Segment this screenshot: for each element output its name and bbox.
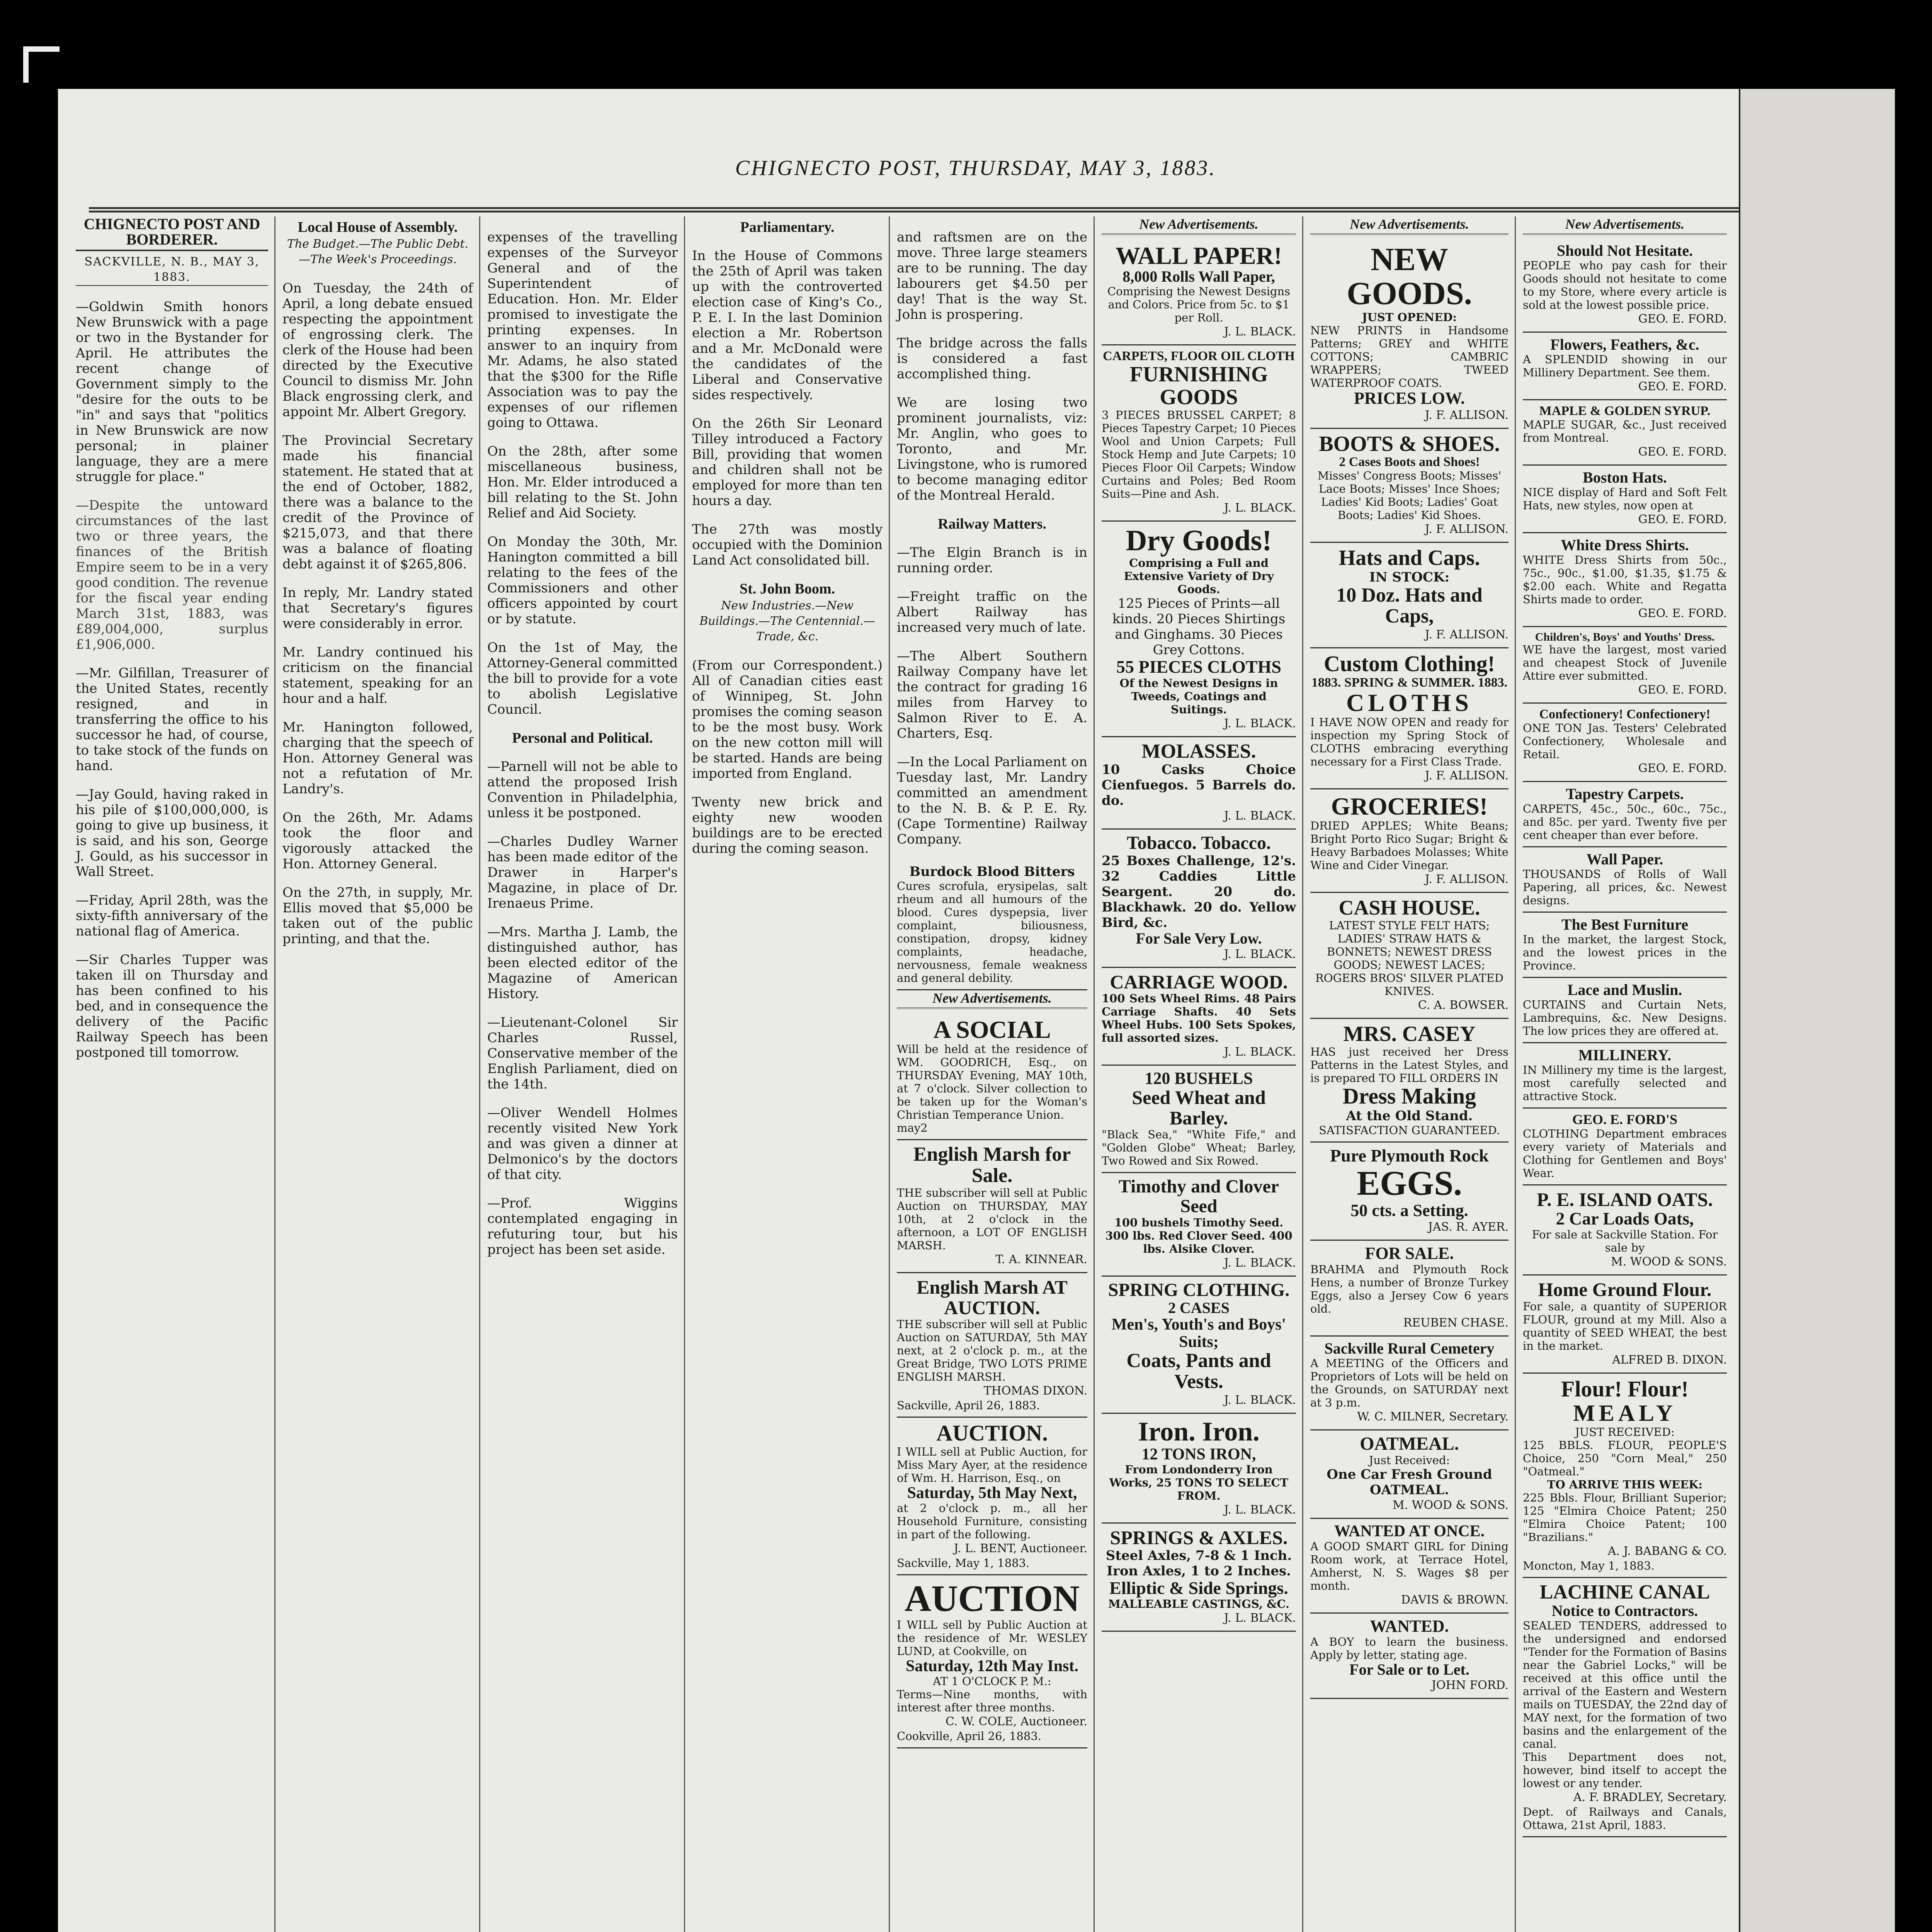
ad-signature: J. L. BLACK. (1224, 325, 1296, 339)
ad-signature: J. L. BLACK. (1224, 1256, 1296, 1270)
ad-title: MAPLE & GOLDEN SYRUP. (1539, 404, 1711, 418)
ad-signature: J. L. BLACK. (1224, 1393, 1296, 1407)
ad-text: THOUSANDS of Rolls of Wall Papering, all prices, &c. Newest designs. (1523, 867, 1727, 907)
ad-text: THE subscriber will sell at Public Auction on SATURDAY, 5th MAY next, at 2 o'clock p. m., at the Great Bridge, TWO LOTS PRIME ENGLISH MARSH. (897, 1318, 1087, 1384)
column-black-ads (1095, 216, 1302, 1932)
ad-signature: J. L. BLACK. (1224, 947, 1296, 961)
column-assembly-cont (481, 216, 684, 1932)
ad-iron (1102, 1414, 1296, 1524)
ad-text: NEW PRINTS in Handsome Patterns; GREY and WHITE COTTONS; CAMBRIC WRAPPERS; TWEED WATERPROOF COATS. (1310, 324, 1509, 390)
ad-title: Burdock Blood Bitters (909, 864, 1075, 879)
ad-signature: J. F. ALLISON. (1425, 408, 1509, 422)
ad-text: I WILL sell by Public Auction at the residence of Mr. WESLEY LUND, at Cookville, on (897, 1618, 1087, 1658)
ad-ford-clothing (1523, 1109, 1727, 1185)
ad-title: Iron. Iron. (1138, 1417, 1260, 1447)
ad-title: SPRING CLOTHING. (1108, 1280, 1290, 1301)
adjacent-page-edge (1739, 89, 1895, 1932)
ad-tapestry (1523, 782, 1727, 847)
ad-title: MRS. CASEY (1343, 1022, 1476, 1046)
paragraph: —Mr. Gilfillan, Treasurer of the United States, recently resigned, and in transferring the office to his successor he had, of course, to take stock of the funds on hand. (76, 665, 268, 774)
ad-title: Custom Clothing! (1323, 651, 1495, 677)
ad-text: This Department does not, however, bind itself to accept the lowest or any tender. (1523, 1750, 1727, 1790)
ad-text: Steel Axles, 7-8 & 1 Inch. Iron Axles, 1 to 2 Inches. (1105, 1548, 1292, 1579)
paragraph: —Oliver Wendell Holmes recently visited New York and was given a dinner at Delmonico's by the doctors of that city. (487, 1105, 678, 1182)
ad-molasses (1102, 737, 1296, 830)
ad-title: Elliptic & Side Springs. (1109, 1578, 1288, 1598)
ad-text: 10 Casks Choice Cienfuegos. 5 Barrels do. do. (1102, 762, 1296, 809)
ad-text: CURTAINS and Curtain Nets, Lambrequins, &c. New Designs. The low prices they are offered at. (1523, 998, 1727, 1037)
ad-title: CASH HOUSE. (1338, 896, 1480, 919)
ad-text: For sale, a quantity of SUPERIOR FLOUR, ground at my Mill. Also a quantity of SEED WHEAT, the best in the market. (1523, 1299, 1727, 1352)
ad-date: Dept. of Railways and Canals, Ottawa, 21st April, 1883. (1523, 1805, 1727, 1832)
ad-signature: C. W. COLE, Auctioneer. (946, 1715, 1087, 1729)
ad-lace (1523, 978, 1727, 1043)
ad-title: Should Not Hesitate. (1556, 242, 1693, 259)
column-rule (684, 216, 685, 1932)
ad-title: CARPETS, FLOOR OIL CLOTH (1103, 349, 1295, 364)
ad-signature: GEO. E. FORD. (1638, 380, 1727, 393)
paragraph: On the 1st of May, the Attorney-General committed the bill to provide for a vote to abolish Legislative Council. (487, 640, 678, 717)
ad-signature: J. F. ALLISON. (1425, 769, 1509, 782)
ad-title: Flour! Flour! (1561, 1376, 1689, 1401)
ad-title: EGGS. (1357, 1164, 1462, 1202)
ad-title: P. E. ISLAND OATS. (1537, 1188, 1713, 1210)
ad-signature: DAVIS & BROWN. (1401, 1593, 1509, 1607)
ad-text: IN Millinery my time is the largest, most carefully selected and attractive Stock. (1523, 1063, 1727, 1103)
column-railway-auctions (891, 216, 1094, 1932)
ad-signature: J. L. BLACK. (1224, 809, 1296, 823)
ad-title: Timothy and Clover Seed (1118, 1176, 1279, 1216)
ad-subtitle: 2 Car Loads Oats, (1556, 1209, 1694, 1229)
ad-title: LACHINE CANAL (1539, 1581, 1710, 1603)
paragraph: Twenty new brick and eighty new wooden buildings are to be erected during the coming season. (692, 794, 883, 856)
paragraph: —Friday, April 28th, was the sixty-fifth anniversary of the national flag of America. (76, 893, 268, 939)
ad-title: FOR SALE. (1365, 1244, 1454, 1263)
ad-text: A GOOD SMART GIRL for Dining Room work, at Terrace Hotel, Amherst, N. S. Wages $8 per month. (1310, 1540, 1509, 1593)
ad-text: LATEST STYLE FELT HATS; LADIES' STRAW HATS & BONNETS; NEWEST DRESS GOODS; NEWEST LACES; ROGERS BROS' SILVER PLATED KNIVES. (1315, 918, 1504, 998)
ad-signature: J. L. BENT, Auctioneer. (954, 1542, 1087, 1556)
paragraph: —Lieutenant-Colonel Sir Charles Russel, Conservative member of the English Parliament, died on the 14th. (487, 1015, 678, 1092)
ad-text: Misses' Congress Boots; Misses' Lace Boots; Misses' Ince Shoes; Ladies' Kid Boots; Ladies' Goat Boots; Ladies' Kid Shoes. (1317, 469, 1502, 522)
ad-text: BRAHMA and Plymouth Rock Hens, a number of Bronze Turkey Eggs, also a Jersey Cow 6 years old. (1310, 1262, 1509, 1315)
paragraph: —Prof. Wiggins contemplated engaging in refuturing tour, but his project has been set aside. (487, 1196, 678, 1257)
ad-title: AUCTION (904, 1578, 1080, 1619)
ad-signature: ALFRED B. DIXON. (1612, 1353, 1727, 1367)
ad-text: From Londonderry Iron Works, 25 TONS TO SELECT FROM. (1109, 1463, 1289, 1503)
paragraph: On the 28th, after some miscellaneous business, Hon. Mr. Elder introduced a bill relating to the St. John Relief and Aid Society. (487, 444, 678, 521)
ad-subtitle: For Sale or to Let. (1349, 1661, 1469, 1679)
ad-text: DRIED APPLES; White Beans; Bright Porto Rico Sugar; Bright & Heavy Barbadoes Molasses; White Wine and Cider Vinegar. (1310, 819, 1509, 872)
ad-date: Cookville, April 26, 1883. (897, 1730, 1041, 1743)
column-rule (1302, 216, 1303, 1932)
ad-signature: THOMAS DIXON. (983, 1384, 1087, 1398)
column-ford-ads (1517, 216, 1733, 1932)
ad-boots (1310, 429, 1509, 543)
ad-subtitle: At the Old Stand. (1346, 1108, 1473, 1124)
ad-title: The Best Furniture (1561, 915, 1689, 933)
column-rule (889, 216, 890, 1932)
ad-title: CLOTHS (1346, 689, 1473, 716)
column-allison-ads (1304, 216, 1515, 1932)
ad-subtitle: PRICES LOW. (1354, 389, 1465, 408)
ad-title: English Marsh for Sale. (913, 1143, 1071, 1187)
ad-text: WHITE Dress Shirts from 50c., 75c., 90c., $1.00, $1.35, $1.75 & $2.00 each. White and Regatta Shirts made to order. (1523, 553, 1727, 606)
ad-title: FURNISHING GOODS (1129, 362, 1268, 409)
ad-title: White Dress Shirts. (1561, 536, 1689, 554)
ad-text: HAS just received her Dress Patterns in the Latest Styles, and is prepared TO FILL ORDERS IN (1310, 1045, 1509, 1085)
ad-subtitle: Notice to Contractors. (1551, 1602, 1698, 1620)
ad-wanted-boy (1310, 1614, 1509, 1699)
ad-signature: M. WOOD & SONS. (1392, 1498, 1509, 1512)
ad-signature: J. F. ALLISON. (1425, 872, 1509, 886)
ad-wanted-girl (1310, 1519, 1509, 1614)
paragraph: and raftsmen are on the move. Three large steamers are to be running. The day labourers get $4.50 per day! That is the way St. John is prospering. (897, 230, 1087, 322)
ad-lachine-canal (1523, 1578, 1727, 1838)
ad-text: MAPLE SUGAR, &c., Just received from Montreal. (1523, 418, 1727, 444)
ad-subtitle: Men's, Youth's and Boys' Suits; (1111, 1316, 1286, 1351)
ad-for-sale (1310, 1241, 1509, 1336)
ad-title: CARRIAGE WOOD. (1110, 971, 1288, 993)
paragraph: On the 26th Sir Leonard Tilley introduced a Factory Bill, providing that women and children shall not be employed for more than ten hours a day. (692, 416, 883, 509)
ad-text: WE have the largest, most varied and cheapest Stock of Juvenile Attire ever submitted. (1523, 643, 1727, 683)
ad-title: English Marsh AT AUCTION. (917, 1276, 1068, 1318)
ad-signature: JOHN FORD. (1431, 1679, 1509, 1692)
ad-title: Coats, Pants and Vests. (1126, 1349, 1271, 1393)
paragraph: Mr. Hanington followed, charging that the speech of Hon. Attorney General was not a refutation of Mr. Landry's. (282, 719, 473, 797)
ad-signature: J. L. BLACK. (1224, 501, 1296, 515)
paragraph: —The Elgin Branch is in running order. (897, 545, 1087, 576)
ad-wallpaper (1102, 239, 1296, 345)
ad-signature: J. F. ALLISON. (1425, 522, 1509, 536)
ad-text: A MEETING of the Officers and Proprietors of Lots will be held on the Grounds, on SATURDAY next at 3 p.m. (1310, 1356, 1509, 1409)
ad-text: In the market, the largest Stock, and the lowest prices in the Province. (1523, 932, 1727, 972)
paragraph: The Provincial Secretary made his financial statement. He stated that at the end of October, 1882, there was a balance to the credit of the Province of $215,073, and that there was a balance of floating debt against it of $265,806. (282, 433, 473, 572)
ad-childrens (1523, 627, 1727, 704)
ad-text: at 2 o'clock p. m., all her Household Furniture, consisting in part of the following. (897, 1502, 1087, 1541)
article-subheading: The Budget.—The Public Debt.—The Week's Proceedings. (287, 237, 469, 266)
paragraph: —Parnell will not be able to attend the proposed Irish Convention in Philadelphia, unless it be postponed. (487, 759, 678, 821)
column-rule (1515, 216, 1516, 1932)
ad-signature: J. L. BLACK. (1224, 1611, 1296, 1625)
ad-text: I WILL sell at Public Auction, for Miss Mary Ayer, at the residence of Wm. H. Harrison, Esq., on (897, 1445, 1087, 1485)
paragraph: We are losing two prominent journalists, viz: Mr. Anglin, who goes to Toronto, and Mr. Livingstone, who is rumored to become managing editor of the Montreal Herald. (897, 395, 1087, 503)
article-heading: Personal and Political. (512, 730, 653, 746)
ad-text: 25 Boxes Challenge, 12's. 32 Caddies Little Seargent. 20 do. Blackhawk. 20 do. Yellow Bird, &c. (1102, 853, 1296, 930)
ad-text: 125 BBLS. FLOUR, PEOPLE'S Choice, 250 "Corn Meal," 250 "Oatmeal." (1523, 1438, 1727, 1478)
ad-title: OATMEAL. (1360, 1433, 1459, 1454)
ad-title: SPRINGS & AXLES. (1110, 1527, 1288, 1549)
ad-title: Sackville Rural Cemetery (1324, 1339, 1495, 1357)
section-header: New Advertisements. (897, 990, 1087, 1009)
ad-text: CLOTHING Department embraces every variety of Materials and Clothing for Gentlemen and Boys' Wear. (1523, 1127, 1727, 1180)
ad-title: MILLINERY. (1578, 1046, 1672, 1064)
ad-signature: J. L. BLACK. (1224, 1045, 1296, 1059)
section-header: New Advertisements. (1310, 216, 1509, 235)
paragraph: —Despite the untoward circumstances of the last two or three years, the finances of the British Empire seem to be in a very good condition. The revenue for the fiscal year ending March 31st, 1883, was £89,004,000, surplus £1,906,000. (76, 498, 268, 652)
ad-oatmeal (1310, 1430, 1509, 1519)
ad-title: Confectionery! Confectionery! (1539, 707, 1711, 722)
ad-signature: GEO. E. FORD. (1638, 312, 1727, 326)
ad-seed-wheat (1102, 1066, 1296, 1173)
ad-signature: GEO. E. FORD. (1638, 606, 1727, 620)
ad-title: Flowers, Feathers, &c. (1550, 336, 1699, 353)
ad-new-goods (1310, 239, 1509, 429)
ad-subtitle: Just Received: (1369, 1453, 1450, 1467)
paragraph: expenses of the travelling expenses of the Surveyor General and of the Superintendent of Education. Hon. Mr. Elder promised to investigate the printing expenses. In answer to an inquiry from Mr. Adams, he also stated that the $300 for the Rifle Association was to pay the expenses of our riflemen going to Ottawa. (487, 230, 678, 430)
ad-text: 3 PIECES BRUSSEL CARPET; 8 Pieces Tapestry Carpet; 10 Pieces Wool and Union Carpets; Full Stock Hemp and Jute Carpets; 10 Pieces Floor Oil Carpets; Window Curtains and Poles; Bed Room Suits—Pine and Ash. (1102, 408, 1296, 501)
ad-date: Sackville, April 26, 1883. (897, 1399, 1040, 1412)
article-subheading: New Industries.—New Buildings.—The Centennial.—Trade, &c. (699, 599, 875, 643)
ad-furniture (1523, 913, 1727, 978)
ad-title: WANTED. (1370, 1617, 1449, 1636)
ad-cemetery (1310, 1337, 1509, 1430)
ad-text: Comprising the Newest Designs and Colors. Price from 5c. to $1 per Roll. (1107, 285, 1291, 325)
ad-when: Saturday, 12th May Inst. (906, 1657, 1078, 1675)
ad-subtitle: JUST OPENED: (1362, 311, 1457, 324)
newspaper-page (58, 89, 1893, 1932)
paragraph: On the 26th, Mr. Adams took the floor and vigorously attacked the Hon. Attorney General. (282, 810, 473, 872)
ad-auction-lund (897, 1575, 1087, 1748)
ad-signature: J. L. BLACK. (1224, 1503, 1296, 1517)
ad-subtitle: Comprising a Full and Extensive Variety of Dry Goods. (1124, 556, 1274, 596)
paragraph: —The Albert Southern Railway Company have let the contract for grading 16 miles from Harvey to Salmon River to E. A. Charters, Esq. (897, 648, 1087, 741)
ad-text: 100 Sets Wheel Rims. 48 Pairs Carriage Shafts. 40 Sets Wheel Hubs. 100 Sets Spokes, full assorted sizes. (1102, 992, 1296, 1045)
ad-groceries (1310, 789, 1509, 893)
ad-title: A SOCIAL (933, 1016, 1051, 1043)
ad-carpets (1102, 345, 1296, 522)
ad-title: WANTED AT ONCE. (1334, 1522, 1485, 1540)
ad-subtitle: 2 Cases Boots and Shoes! (1339, 455, 1480, 469)
ad-title: Hats and Caps. (1338, 546, 1480, 570)
ad-signature: J. F. ALLISON. (1425, 628, 1509, 642)
ad-text: A SPLENDID showing in our Millinery Department. See them. (1523, 353, 1727, 379)
ad-subtitle: TO ARRIVE THIS WEEK: (1547, 1478, 1703, 1491)
paragraph: (From our Correspondent.) All of Canadian cities east of Winnipeg, St. John promises the coming season to be the most busy. Work on the new cotton mill will be started. Hands are being imported from England. (692, 658, 883, 781)
head-rule (89, 207, 1862, 213)
ad-text: THE subscriber will sell at Public Auction on THURSDAY, MAY 10th, at 2 o'clock in the afternoon, a LOT OF ENGLISH MARSH. (897, 1186, 1087, 1252)
dateline: SACKVILLE, N. B., MAY 3, 1883. (76, 254, 268, 286)
column-rule (479, 216, 480, 1932)
ad-pei-oats (1523, 1185, 1727, 1276)
ad-title: Tobacco. Tobacco. (1127, 833, 1271, 854)
ad-text: One Car Fresh Ground OATMEAL. (1327, 1466, 1492, 1498)
ad-custom-clothing (1310, 648, 1509, 789)
ad-title: Children's, Boys' and Youths' Dress. (1535, 630, 1715, 643)
ad-title: NEW GOODS. (1347, 242, 1472, 312)
ad-title: 120 BUSHELS (1145, 1069, 1253, 1088)
ad-signature: GEO. E. FORD. (1638, 512, 1727, 526)
ad-signature: A. F. BRADLEY, Secretary. (1573, 1791, 1727, 1804)
ad-time: AT 1 O'CLOCK P. M.: (933, 1675, 1051, 1688)
ad-date: Sackville, May 1, 1883. (897, 1556, 1030, 1570)
ad-text: A BOY to learn the business. Apply by letter, stating age. (1310, 1635, 1509, 1662)
ad-subtitle: 2 CASES (1168, 1299, 1230, 1317)
ad-text: For sale at Sackville Station. For sale by (1532, 1228, 1718, 1255)
ad-subtitle: 12 TONS IRON, (1141, 1446, 1256, 1464)
column-rule (274, 216, 276, 1932)
ad-text: 100 bushels Timothy Seed. 300 lbs. Red Clover Seed. 400 lbs. Alsike Clover. (1105, 1216, 1293, 1256)
paragraph: The 27th was mostly occupied with the Dominion Land Act consolidated bill. (692, 522, 883, 568)
paragraph: —Freight traffic on the Albert Railway has increased very much of late. (897, 589, 1087, 635)
ad-title: Pure Plymouth Rock (1330, 1146, 1489, 1166)
paragraph: —Sir Charles Tupper was taken ill on Thursday and has been confined to his bed, and in consequence the delivery of the Pacific Railway Speech has been postponed till tomorrow. (76, 952, 268, 1060)
ad-flour (1523, 1374, 1727, 1578)
ad-drygoods (1102, 522, 1296, 737)
ad-title: Tapestry Carpets. (1566, 785, 1684, 803)
ad-text: Will be held at the residence of WM. GOODRICH, Esq., on THURSDAY Evening, MAY 10th, at 7 o'clock. Silver collection to be taken up for the Woman's Christian Temperance Union. (897, 1043, 1087, 1122)
ad-title: BOOTS & SHOES. (1319, 432, 1500, 456)
ad-spring-clothing (1102, 1277, 1296, 1414)
section-header: New Advertisements. (1523, 216, 1727, 235)
ad-title: Home Ground Flour. (1538, 1279, 1712, 1301)
article-heading: Local House of Assembly. (298, 219, 458, 235)
ad-text: SEALED TENDERS, addressed to the undersigned and endorsed "Tender for the Formation of Basins near the Gabriel Locks," will be received at this office until the arrival of the Eastern and Western mails on TUESDAY, the 22nd day of MAY next, for the formation of two basins and the enlargement of the canal. (1523, 1619, 1727, 1751)
running-head (58, 147, 1893, 213)
paragraph: —Jay Gould, having raked in his pile of $100,000,000, is going to give up business, it is said, and his son, George J. Gould, as his successor in Wall Street. (76, 787, 268, 879)
running-head-text: CHIGNECTO POST, THURSDAY, MAY 3, 1883. (735, 156, 1216, 180)
ad-subtitle: 8,000 Rolls Wall Paper, (1122, 268, 1275, 286)
ad-boston-hats (1523, 466, 1727, 533)
ad-auction-furniture (897, 1418, 1087, 1575)
ad-text: NICE display of Hard and Soft Felt Hats, new styles, now open at (1523, 485, 1727, 512)
ad-text: I HAVE NOW OPEN and ready for inspection my Spring Stock of CLOTHS embracing everything necessary for a First Class Trade. (1310, 715, 1509, 768)
ad-date: Moncton, May 1, 1883. (1523, 1559, 1655, 1572)
ad-terms: Terms—Nine months, with interest after three months. (897, 1688, 1087, 1714)
ad-social (897, 1013, 1087, 1140)
ad-date: may2 (897, 1121, 928, 1135)
ad-title: MEALY (1573, 1400, 1677, 1426)
ad-signature: GEO. E. FORD. (1638, 683, 1727, 697)
ad-title: Dress Making (1342, 1083, 1476, 1109)
ad-shirts (1523, 533, 1727, 627)
column-assembly (276, 216, 479, 1932)
ad-signature: GEO. E. FORD. (1638, 445, 1727, 459)
ad-when: Saturday, 5th May Next, (907, 1484, 1077, 1502)
ad-timothy (1102, 1173, 1296, 1277)
ad-text: 125 Pieces of Prints—all kinds. 20 Pieces Shirtings and Ginghams. 30 Pieces Grey Cottons. (1112, 596, 1286, 658)
ad-subtitle: IN STOCK: (1369, 569, 1450, 585)
ad-subtitle: For Sale Very Low. (1136, 929, 1262, 947)
ad-text: ONE TON Jas. Testers' Celebrated Confectionery, Wholesale and Retail. (1523, 721, 1727, 761)
ad-carriage (1102, 968, 1296, 1066)
ad-auction-marsh (897, 1273, 1087, 1418)
ad-title: GROCERIES! (1331, 792, 1488, 820)
article-heading: St. John Boom. (739, 581, 835, 597)
ad-marsh (897, 1140, 1087, 1273)
masthead: CHIGNECTO POST AND BORDERER. (76, 216, 268, 251)
column-rule (1094, 216, 1095, 1932)
ad-text: 225 Bbls. Flour, Brilliant Superior; 125 "Elmira Choice Patent; 250 "Elmira Choice Patent; 100 "Brazilians." (1523, 1491, 1727, 1544)
paragraph: Mr. Landry continued his criticism on the financial statement, speaking for an hour and a half. (282, 645, 473, 706)
ad-tobacco (1102, 830, 1296, 968)
paragraph: On the 27th, in supply, Mr. Ellis moved that $5,000 be taken out of the public printing, and that the. (282, 885, 473, 947)
ad-mrs-casey (1310, 1019, 1509, 1143)
ad-signature: W. C. MILNER, Secretary. (1357, 1410, 1509, 1423)
ad-signature: T. A. KINNEAR. (995, 1253, 1087, 1267)
paragraph: —Mrs. Martha J. Lamb, the distinguished author, has been elected editor of the Magazine of American History. (487, 924, 678, 1002)
paragraph: In reply, Mr. Landry stated that Secretary's figures were considerably in error. (282, 585, 473, 631)
section-header: New Advertisements. (1102, 216, 1296, 235)
ad-text: "Black Sea," "White Fife," and "Golden Globe" Wheat; Barley, Two Rowed and Six Rowed. (1102, 1128, 1296, 1168)
ad-springs-axles (1102, 1524, 1296, 1632)
paragraph: —Charles Dudley Warner has been made editor of the Drawer in Harper's Magazine, in place of Dr. Irenaeus Prime. (487, 834, 678, 911)
ad-subtitle: JUST RECEIVED: (1575, 1425, 1675, 1439)
ad-title: Lace and Muslin. (1567, 981, 1682, 998)
ad-text: 10 Doz. Hats and Caps, (1336, 584, 1483, 628)
paragraph: —In the Local Parliament on Tuesday last, Mr. Landry committed an amendment to the N. B. & P. E. Ry. (Cape Tormentine) Railway Company. (897, 754, 1087, 847)
ad-text: PEOPLE who pay cash for their Goods should not hesitate to come to my Store, where every article is sold at the lowest possible price. (1523, 259, 1727, 311)
ad-title: Dry Goods! (1126, 524, 1272, 557)
ad-title: Boston Hats. (1583, 468, 1667, 486)
ad-signature: J. L. BLACK. (1224, 716, 1296, 730)
ad-wall-paper (1523, 847, 1727, 913)
article-heading: Parliamentary. (740, 219, 835, 235)
ad-text: MALLEABLE CASTINGS, &C. (1108, 1597, 1289, 1611)
ad-title: GEO. E. FORD'S (1572, 1111, 1678, 1127)
ad-title: 55 PIECES CLOTHS (1116, 657, 1281, 677)
ad-signature: A. J. BABANG & CO. (1607, 1544, 1727, 1558)
ad-flowers (1523, 333, 1727, 400)
ad-title: Wall Paper. (1586, 850, 1663, 868)
ad-bitters (897, 860, 1087, 990)
ad-text: CARPETS, 45c., 50c., 60c., 75c., and 85c. per yard. Twenty five per cent cheaper than ever before. (1523, 802, 1727, 842)
ad-signature: GEO. E. FORD. (1638, 761, 1727, 775)
article-heading: Railway Matters. (938, 516, 1046, 532)
paragraph: The bridge across the falls is considered a fast accomplished thing. (897, 335, 1087, 382)
column-parliamentary (686, 216, 889, 1932)
ad-signature: C. A. BOWSER. (1418, 998, 1509, 1012)
ad-signature: REUBEN CHASE. (1403, 1316, 1509, 1330)
ad-text: Cures scrofula, erysipelas, salt rheum and all humours of the blood. Cures dyspepsia, liver complaint, biliousness, constipation, dropsy, kidney complaints, headache, nervousness, female weakness and general debility. (897, 879, 1087, 985)
ad-signature: M. WOOD & SONS. (1611, 1255, 1727, 1269)
ad-signature: JAS. R. AYER. (1428, 1220, 1509, 1234)
ad-maple (1523, 400, 1727, 466)
ad-hats (1310, 543, 1509, 648)
ad-title: WALL PAPER! (1116, 242, 1282, 269)
paragraph: On Monday the 30th, Mr. Hanington committed a bill relating to the fees of the Commissioners and other officers appointed by court or by statute. (487, 534, 678, 627)
paragraph: —Goldwin Smith honors New Brunswick with a page or two in the Bystander for April. He attributes the recent change of Government simply to the "desire for the outs to be "in" and says that "politics in New Brunswick are now personal; in plainer language, they are a mere struggle for place." (76, 299, 268, 485)
ad-home-flour (1523, 1276, 1727, 1374)
ad-confectionery (1523, 704, 1727, 782)
ad-title: AUCTION. (936, 1420, 1048, 1446)
ad-millinery (1523, 1043, 1727, 1109)
ad-title: MOLASSES. (1141, 740, 1256, 762)
paragraph: In the House of Commons the 25th of April was taken up with the controverted election case of King's Co., P. E. I. In the last Dominion election a Mr. Robertson and a Mr. McDonald were the candidates of the Liberal and Conservative sides respectively. (692, 248, 883, 403)
registration-mark (23, 46, 60, 83)
paragraph: On Tuesday, the 24th of April, a long debate ensued respecting the appointment of engrossing clerk. The clerk of the House had been directed by the Executive Council to dismiss Mr. John Black engrossing clerk, and appoint Mr. Albert Gregory. (282, 281, 473, 420)
ad-subtitle: 1883. SPRING & SUMMER. 1883. (1311, 675, 1508, 690)
column-editorial (70, 216, 274, 1932)
ad-subtitle: 50 cts. a Setting. (1350, 1201, 1468, 1220)
ad-subtitle: Of the Newest Designs in Tweeds, Coatings and Suitings. (1119, 676, 1278, 716)
ad-hesitate (1523, 239, 1727, 333)
ad-text: SATISFACTION GUARANTEED. (1319, 1124, 1500, 1137)
ad-cash-house (1310, 893, 1509, 1019)
ad-title: Seed Wheat and Barley. (1132, 1087, 1266, 1129)
ad-eggs (1310, 1143, 1509, 1241)
